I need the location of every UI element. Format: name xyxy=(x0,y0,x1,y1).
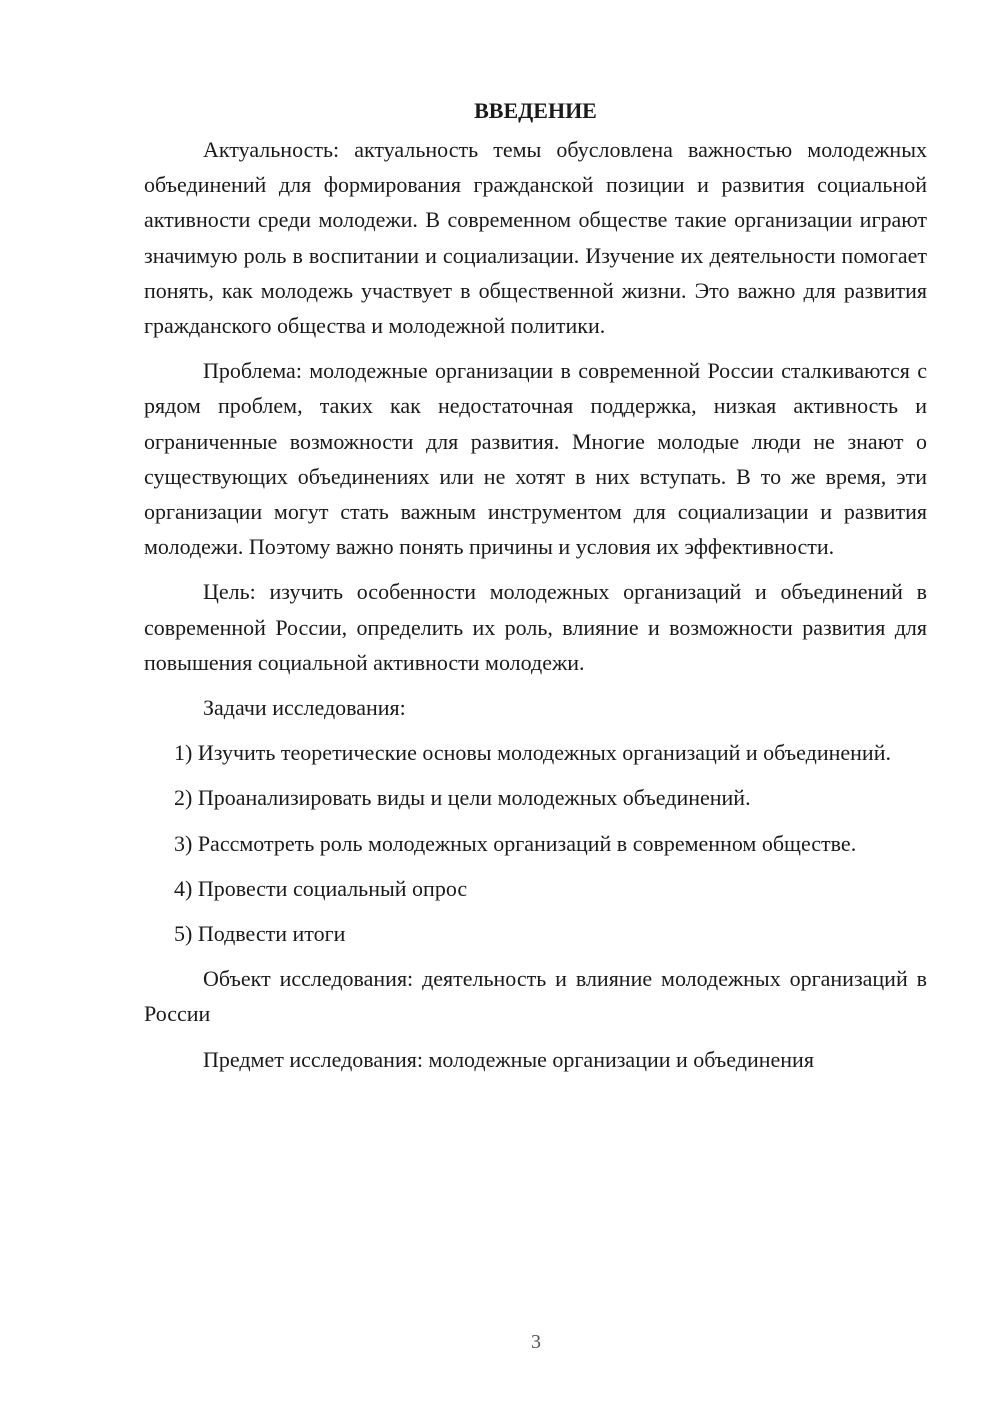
paragraph-goal: Цель: изучить особенности молодежных организаций и объединений в современной России, определить их роль, влияние и возможности развития для повышения социальной активности молодежи. xyxy=(144,579,927,675)
task-item-4: 4) Провести социальный опрос xyxy=(174,875,468,901)
tasks-heading: Задачи исследования: xyxy=(203,695,406,721)
task-item-2: 2) Проанализировать виды и цели молодежных объединений. xyxy=(174,785,751,811)
paragraph-relevance: Актуальность: актуальность темы обусловлена важностью молодежных объединений для формирования гражданской позиции и развития социальной активности среди молодежи. В современном обществе такие организации играют значимую роль в воспитании и социализации. Изучение их деятельности помогает понять, как молодежь участвует в общественной жизни. Это важно для развития гражданского общества и молодежной политики. xyxy=(144,137,927,339)
section-title: ВВЕДЕНИЕ xyxy=(474,98,597,123)
task-item-3: 3) Рассмотреть роль молодежных организаций в современном обществе. xyxy=(174,830,857,856)
task-item-5: 5) Подвести итоги xyxy=(174,921,346,947)
task-item-1: 1) Изучить теоретические основы молодежных организаций и объединений. xyxy=(174,740,891,766)
paragraph-problem: Проблема: молодежные организации в современной России сталкиваются с рядом проблем, таких как недостаточная поддержка, низкая активность и ограниченные возможности для развития. Многие молодые люди не знают о существующих объединениях или не хотят в них вступать. В то же время, эти организации могут стать важным инструментом для социализации и развития молодежи. Поэтому важно понять причины и условия их эффективности. xyxy=(144,358,927,560)
page-number: 3 xyxy=(531,1331,541,1353)
paragraph-subject: Предмет исследования: молодежные организации и объединения xyxy=(203,1046,814,1072)
paragraph-object: Объект исследования: деятельность и влияние молодежных организаций в России xyxy=(144,966,927,1027)
document-body xyxy=(144,93,927,1077)
